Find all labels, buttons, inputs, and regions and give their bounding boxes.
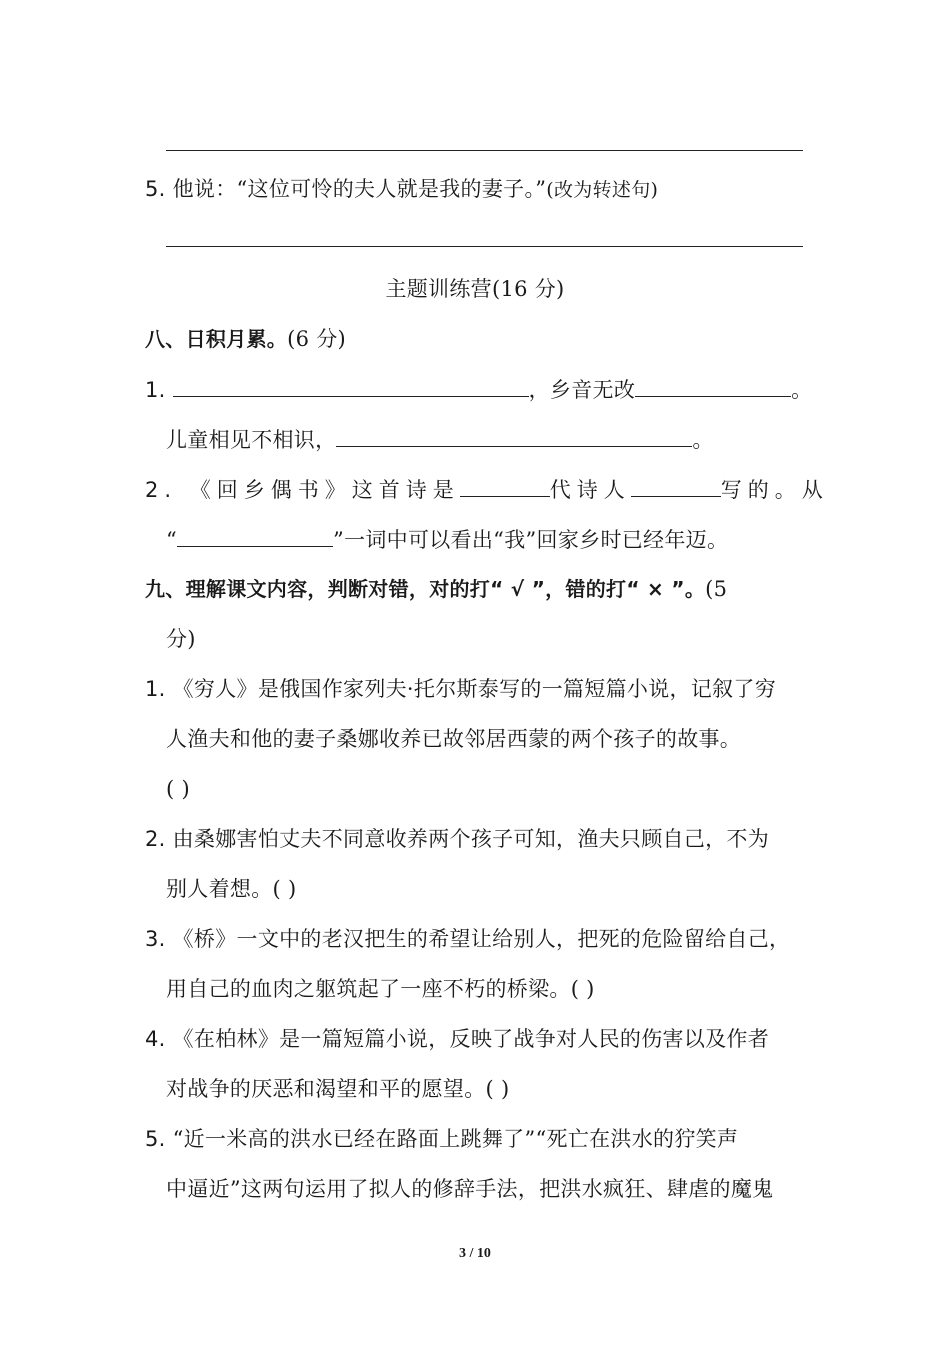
question-number: 5. (145, 1127, 166, 1151)
section-9-title: 九、理解课文内容，判断对错，对的打“ √ ”，错的打“ × ”。 (145, 577, 706, 601)
punctuation: 。 (791, 378, 813, 402)
question-9-1 (145, 674, 776, 704)
question-text: 由桑娜害怕丈夫不同意收养两个孩子可知，渔夫只顾自己，不为 (172, 827, 770, 851)
question-9-5 (145, 1124, 738, 1154)
question-9-5-line2: 中逼近”这两句运用了拟人的修辞手法，把洪水疯狂、肆虐的魔鬼 (166, 1177, 774, 1201)
section-9-score-cont: 分) (166, 627, 196, 651)
question-text: 代诗人 (549, 478, 631, 502)
fill-blank[interactable] (177, 524, 333, 547)
question-number: 1. (145, 378, 166, 402)
fill-blank[interactable] (336, 424, 692, 447)
question-number: 2. (145, 827, 166, 851)
question-text: 《回乡偶书》这首诗是 (189, 478, 460, 502)
question-9-2 (145, 824, 769, 854)
question-9-2-line2: 别人着想。( ) (166, 877, 297, 901)
question-number: 5. (145, 177, 166, 201)
section-8-title: 八、日积月累。 (145, 327, 288, 351)
section-8-score: (6 分) (287, 327, 347, 351)
question-text: 写的。从 (720, 478, 829, 502)
punctuation: 。 (692, 428, 714, 452)
question-9-4-line2: 对战争的厌恶和渴望和平的愿望。( ) (166, 1077, 510, 1101)
open-quote: “ (166, 528, 178, 552)
page-number: 3 / 10 (459, 1246, 491, 1261)
answer-parentheses[interactable]: ( ) (166, 777, 190, 801)
answer-line-q7-4 (166, 150, 803, 151)
poem-text: ，乡音无改 (528, 378, 636, 402)
question-text: 《穷人》是俄国作家列夫·托尔斯泰写的一篇短篇小说，记叙了穷 (172, 677, 776, 701)
question-9-1-line2: 人渔夫和他的妻子桑娜收养已故邻居西蒙的两个孩子的故事。 (166, 727, 742, 751)
section-9-heading (145, 574, 727, 604)
section-8-heading (145, 324, 346, 354)
answer-line-q7-5 (166, 246, 803, 247)
question-text: 他说：“这位可怜的夫人就是我的妻子。” (172, 177, 547, 201)
question-8-1 (145, 374, 812, 405)
question-number: 1. (145, 677, 166, 701)
question-8-1-line2 (166, 424, 714, 455)
question-7-5 (145, 174, 658, 205)
question-8-2-line2 (166, 524, 728, 555)
section-title: 主题训练营(16 分) (385, 277, 565, 301)
fill-blank[interactable] (173, 374, 529, 397)
question-9-4 (145, 1024, 769, 1054)
fill-blank[interactable] (635, 374, 791, 397)
question-instruction: (改为转述句) (546, 179, 659, 201)
poem-text: 儿童相见不相识， (166, 428, 337, 452)
fill-blank[interactable] (631, 474, 721, 497)
question-number: 3. (145, 927, 166, 951)
fill-blank[interactable] (460, 474, 550, 497)
question-9-3-line2: 用自己的血肉之躯筑起了一座不朽的桥梁。( ) (166, 977, 595, 1001)
section-9-score: (5 (705, 577, 728, 601)
question-text: ”一词中可以看出“我”回家乡时已经年迈。 (333, 528, 729, 552)
question-number: 4. (145, 1027, 166, 1051)
question-text: 《桥》一文中的老汉把生的希望让给别人，把死的危险留给自己， (172, 927, 791, 951)
question-9-3 (145, 924, 790, 954)
question-text: “近一米高的洪水已经在路面上跳舞了”“死亡在洪水的狞笑声 (172, 1127, 739, 1151)
question-text: 《在柏林》是一篇短篇小说，反映了战争对人民的伤害以及作者 (172, 1027, 770, 1051)
question-number: 2. (145, 478, 178, 502)
question-8-2 (145, 474, 829, 505)
